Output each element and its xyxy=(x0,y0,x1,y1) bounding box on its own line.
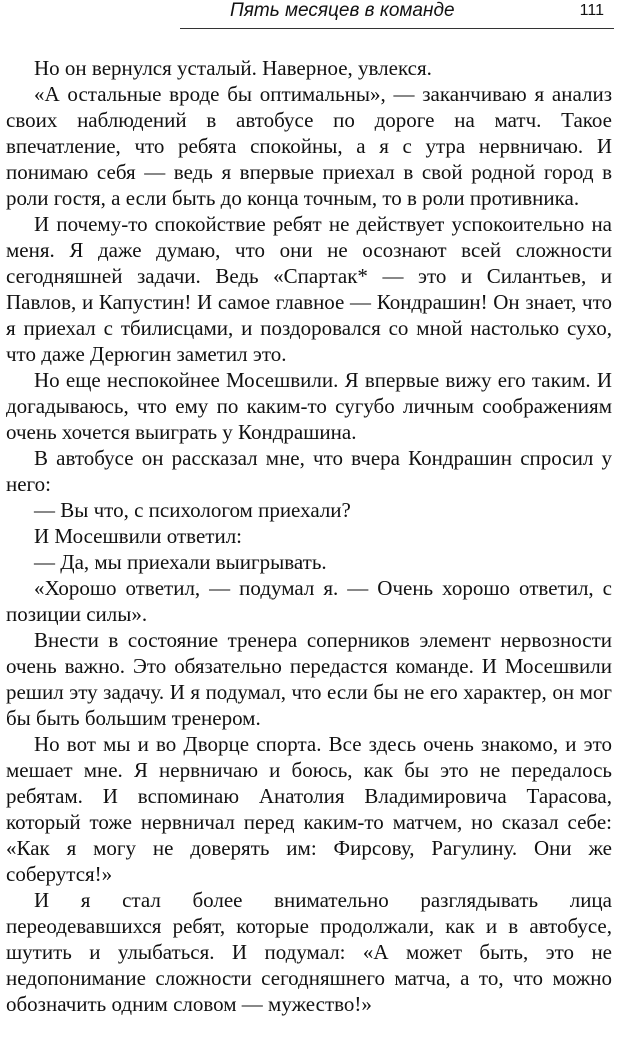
running-title: Пять месяцев в команде xyxy=(230,0,455,21)
paragraph: И я стал более внимательно разглядывать лица переодевавшихся ребят, которые продолжали, как и в автобусе, шутить и улыбаться. И подумал: «А может быть, это не недопонимание сложности сегодняшнего матча, а то, что можно обозначить одним словом — мужество!» xyxy=(6,888,612,1016)
paragraph: «Хорошо ответил, — подумал я. — Очень хорошо ответил, с позиции силы». xyxy=(6,576,612,626)
paragraph: И почему-то спокойствие ребят не действует успокоительно на меня. Я даже думаю, что они не осознают всей сложности сегодняшней задачи. Ведь «Спартак* — это и Силантьев, и Павлов, и Капустин! И самое главное — Кондрашин! Он знает, что я приехал с тбилисцами, и поздоровался со мной настолько сухо, что даже Дерюгин заметил это. xyxy=(6,212,612,366)
paragraph: Но еще неспокойнее Мосешвили. Я впервые вижу его таким. И догадываюсь, что ему по каким-то сугубо личным соображениям очень хочется выиграть у Кондрашина. xyxy=(6,368,612,444)
running-header xyxy=(180,0,614,29)
paragraph: Внести в состояние тренера соперников элемент нервозности очень важно. Это обязательно передастся команде. И Мосешвили решил эту задачу. И я подумал, что если бы не его характер, он мог бы быть большим тренером. xyxy=(6,628,612,730)
paragraph: «А остальные вроде бы оптимальны», — заканчиваю я анализ своих наблюдений в автобусе по дороге на матч. Такое впечатление, что ребята спокойны, а я с утра нервничаю. И понимаю себя — ведь я впервые приехал в свой родной город в роли гостя, а если быть до конца точным, то в роли противника. xyxy=(6,82,612,210)
body-text xyxy=(6,55,612,1017)
paragraph: В автобусе он рассказал мне, что вчера Кондрашин спросил у него: xyxy=(6,446,612,496)
paragraph: — Вы что, с психологом приехали? xyxy=(34,498,351,522)
page-number: 111 xyxy=(579,2,604,19)
paragraph: Но вот мы и во Дворце спорта. Все здесь очень знакомо, и это мешает мне. Я нервничаю и боюсь, как бы это не передалось ребятам. И вспоминаю Анатолия Владимировича Тарасова, который тоже нервничал перед каким-то матчем, но сказал себе: «Как я могу не доверять им: Фирсову, Рагулину. Они же соберутся!» xyxy=(6,732,612,886)
paragraph: — Да, мы приехали выигрывать. xyxy=(34,550,327,574)
paragraph: И Мосешвили ответил: xyxy=(34,524,243,548)
paragraph: Но он вернулся усталый. Наверное, увлекся. xyxy=(34,56,432,80)
